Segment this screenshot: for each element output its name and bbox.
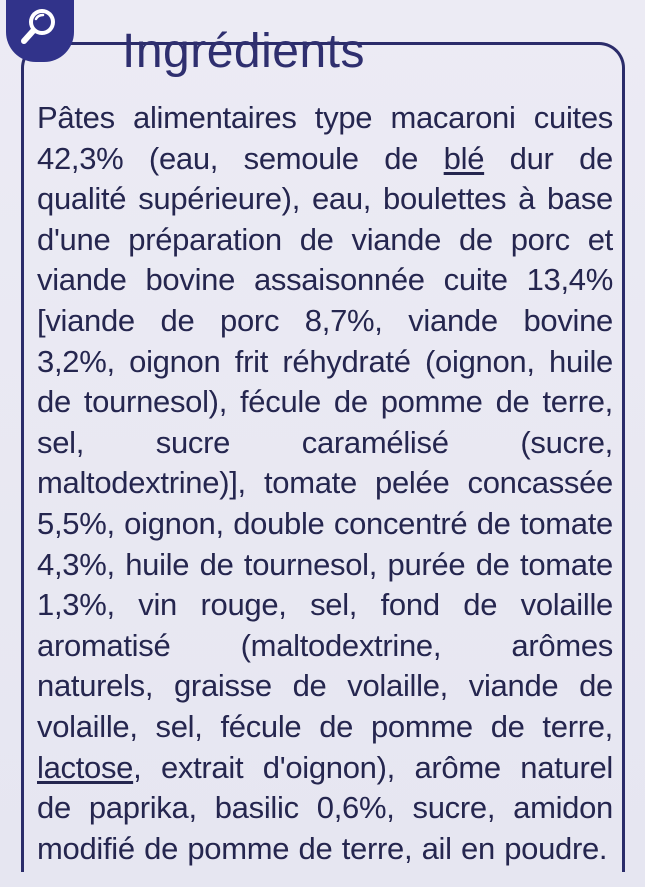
magnifier-icon — [18, 4, 62, 54]
ingredients-text-part: , extrait d'oignon), arôme naturel de paprika, basilic 0,6%, sucre, amidon modifié de pomme de terre, ail en poudre. — [37, 749, 613, 866]
magnifier-badge — [6, 0, 74, 62]
ingredients-text-part: Pâtes alimentaires type macaroni cuites 42,3% (eau, semoule de — [37, 100, 613, 176]
section-title: Ingrédients — [122, 25, 365, 78]
allergen-lactose: lactose — [37, 749, 134, 785]
ingredients-text — [37, 98, 613, 869]
ingredients-text-part: dur de qualité supérieure), eau, boulettes à base d'une préparation de viande de porc et viande bovine assaisonnée cuite 13,4% [viande de porc 8,7%, viande bovine 3,2%, oignon frit réhydraté (oignon, huile de tournesol), fécule de pomme de terre, sel, sucre caramélisé (sucre, maltodextrine)], tomate pelée concassée 5,5%, oignon, double concentré de tomate 4,3%, huile de tournesol, purée de tomate 1,3%, vin rouge, sel, fond de volaille aromatisé (maltodextrine, arômes naturels, graisse de volaille, viande de volaille, sel, fécule de pomme de terre, — [37, 140, 614, 744]
allergen-ble: blé — [443, 140, 485, 176]
